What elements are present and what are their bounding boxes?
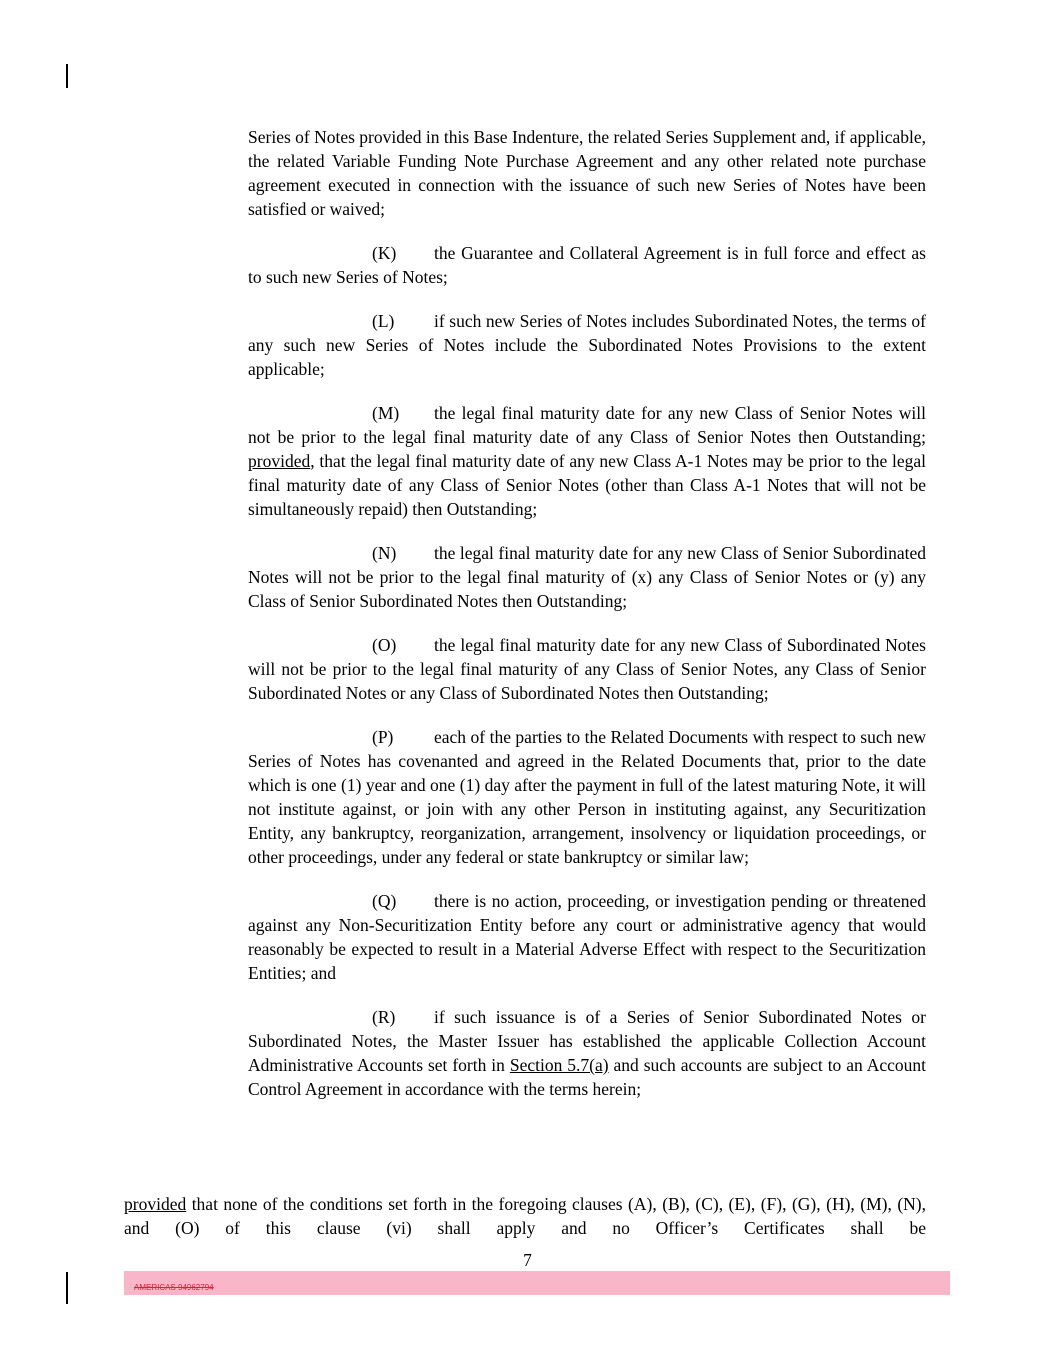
clause-o	[248, 633, 926, 705]
clause-label: (K)	[372, 243, 397, 263]
footer-band	[124, 1271, 950, 1295]
clause-label: (P)	[372, 727, 394, 747]
page-number: 7	[523, 1250, 532, 1270]
clause-text: if such issuance is of a Series of Senior Subordinated Notes or Subordinated Notes, the Master Issuer has established the applicable Collection Account Administrative Accounts set forth in	[248, 1007, 926, 1075]
provided-term: provided	[124, 1194, 187, 1214]
clause-q	[248, 889, 926, 985]
continuation-text: Series of Notes provided in this Base Indenture, the related Series Supplement and, if applicable, the related Variable Funding Note Purchase Agreement and any other related note purchase agreement executed in connection with the issuance of such new Series of Notes have been satisfied or waived;	[248, 127, 926, 219]
final-paragraph-text: that none of the conditions set forth in the foregoing clauses (A), (B), (C), (E), (F), (G), (H), (M), (N), and (O) of this clause (vi) shall apply and no Officer’s Certificates shall be	[124, 1194, 926, 1238]
clause-text: the legal final maturity date for any new Class of Senior Subordinated Notes will not be prior to the legal final maturity of (x) any Class of Senior Notes or (y) any Class of Senior Subordinated Notes then Outstanding;	[248, 543, 926, 611]
clause-block	[248, 125, 926, 1121]
clause-text: the Guarantee and Collateral Agreement is in full force and effect as to such new Series of Notes;	[248, 243, 926, 287]
clause-m	[248, 401, 926, 521]
clause-r	[248, 1005, 926, 1101]
clause-l	[248, 309, 926, 381]
clause-text-continued: and such accounts are subject to an Account Control Agreement in accordance with the terms herein;	[248, 1055, 927, 1099]
clause-label: (L)	[372, 311, 395, 331]
clause-text: the legal final maturity date for any new Class of Subordinated Notes will not be prior to the legal final maturity of any Class of Senior Notes, any Class of Senior Subordinated Notes or any Class of Subordinated Notes then Outstanding;	[248, 635, 926, 703]
clause-k	[248, 241, 926, 289]
clause-label: (M)	[372, 403, 400, 423]
document-id: AMERICAS 94962794	[134, 1283, 214, 1292]
clause-label: (N)	[372, 543, 397, 563]
clause-label: (R)	[372, 1007, 396, 1027]
clause-label: (Q)	[372, 891, 397, 911]
clause-n	[248, 541, 926, 613]
clause-text-continued: , that the legal final maturity date of any new Class A-1 Notes may be prior to the legal final maturity date of any Class of Senior Notes (other than Class A-1 Notes that will not be simultaneously repaid) then Outstanding;	[248, 451, 926, 519]
clause-text: each of the parties to the Related Documents with respect to such new Series of Notes has covenanted and agreed in the Related Documents that, prior to the date which is one (1) year and one (1) day after the payment in full of the latest maturing Note, it will not institute against, or join with any other Person in instituting against, any Securitization Entity, any bankruptcy, reorganization, arrangement, insolvency or liquidation proceedings, or other proceedings, under any federal or state bankruptcy or similar law;	[248, 727, 926, 867]
revision-change-bar-top	[66, 64, 68, 88]
revision-change-bar-bottom	[66, 1272, 68, 1304]
clause-label: (O)	[372, 635, 397, 655]
section-reference: Section 5.7(a)	[509, 1055, 609, 1075]
continuation-paragraph	[248, 125, 926, 221]
clause-p	[248, 725, 926, 869]
provided-term: provided	[248, 451, 311, 471]
final-paragraph	[124, 1192, 926, 1240]
clause-text: if such new Series of Notes includes Subordinated Notes, the terms of any such new Series of Notes include the Subordinated Notes Provisions to the extent applicable;	[248, 311, 926, 379]
clause-text: the legal final maturity date for any new Class of Senior Notes will not be prior to the legal final maturity date of any Class of Senior Notes then Outstanding;	[248, 403, 926, 447]
clause-text: there is no action, proceeding, or investigation pending or threatened against any Non-Securitization Entity before any court or administrative agency that would reasonably be expected to result in a Material Adverse Effect with respect to the Securitization Entities; and	[248, 891, 926, 983]
